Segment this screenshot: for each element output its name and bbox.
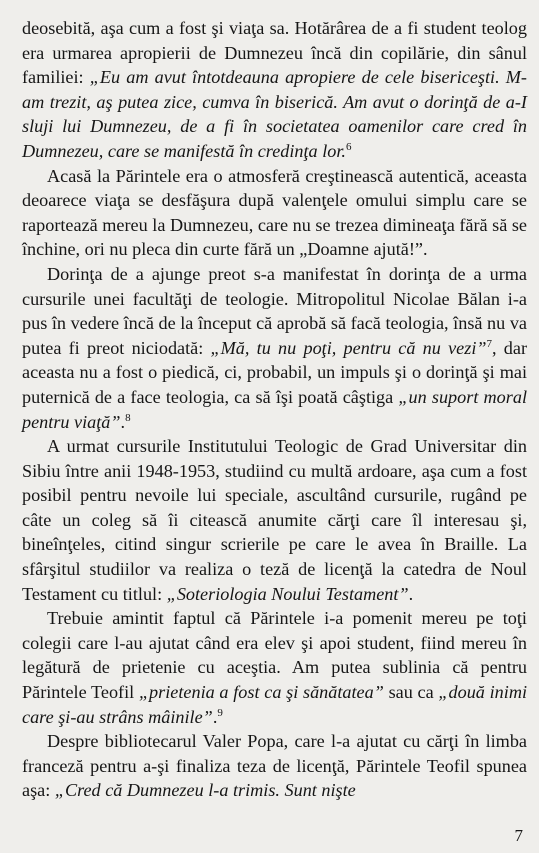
footnote-marker: 8: [125, 411, 131, 424]
paragraph-3: [22, 262, 527, 434]
text-segment: , dar aceasta nu a fost o piedică, ci, probabil, un impuls şi o dorinţă şi mai puternică de a face teologia, ca să îşi poată câştiga: [22, 337, 528, 407]
quoted-text: „prietenia a fost ca şi sănătatea”: [138, 682, 384, 703]
text-segment: .: [408, 583, 414, 604]
body-text: [22, 16, 527, 803]
text-segment: Dorinţa de a ajunge preot s-a manifestat în dorinţa de a urma cursurile unei facultăţi de teologie. Mitropolitul Nicolae Bălan i-a pus în vedere încă de la început că aprobă să facă teologia, însă nu va putea fi preot niciodată:: [22, 263, 527, 358]
quoted-text: „un suport moral pentru viaţă”: [22, 386, 527, 432]
quoted-text: „Soteriologia Noului Testament”: [166, 583, 409, 604]
text-segment: Despre bibliotecarul Valer Popa, care l-a ajutat cu cărţi în limba franceză pentru a-şi finaliza teza de licenţă, Părintele Teofil spunea aşa:: [22, 731, 527, 801]
quoted-text: „Mă, tu nu poţi, pentru că nu vezi”: [210, 337, 487, 358]
footnote-marker: 7: [486, 337, 492, 350]
text-segment: sau ca: [383, 682, 439, 703]
paragraph-6: [22, 729, 527, 803]
paragraph-5: [22, 606, 527, 729]
quoted-text: .: [341, 140, 346, 161]
paragraph-1: [22, 16, 527, 164]
text-segment: .: [120, 411, 126, 432]
paragraph-2: [22, 164, 527, 262]
text-segment: deosebită, aşa cum a fost şi viaţa sa. Hotărârea de a fi student teolog era urmarea apropierii de Dumnezeu încă din copilărie, din sânul familiei:: [22, 18, 527, 88]
footnote-marker: 6: [345, 140, 352, 153]
quoted-text: „două inimi care şi-au strâns mâinile”: [22, 682, 528, 727]
quoted-text: „Cred că Dumnezeu l-a trimis. Sunt nişte: [54, 780, 356, 801]
page-number: 7: [514, 826, 523, 845]
text-segment: .: [212, 706, 218, 727]
text-segment: Trebuie amintit faptul că Părintele i-a pomenit mereu pe toţi colegii care l-au ajutat când era elev şi apoi student, fiind mereu în legătură de prietenie cu aceştia. Am putea sublinia că pentru Părintele Teofil: [22, 608, 527, 703]
paragraph-4: [22, 434, 527, 606]
text-segment: Acasă la Părintele era o atmosferă creştinească autentică, aceasta deoarece viaţa se desfăşura după valenţele omului simplu care se raportează mereu la Dumnezeu, care nu se trezea dimineaţa fără să se închine, ori nu pleca din curte fără un „Doamne ajută!”.: [22, 165, 527, 260]
text-segment: A urmat cursurile Institutului Teologic de Grad Universitar din Sibiu între anii 1948-1953, studiind cu multă ardoare, aşa cum a fost posibil pentru nevoile lui speciale, ascultând cursurile, rugând pe câte un coleg să îi citească anumite cărţi care îl interesau şi, bineînţeles, citind singur scrierile pe care le avea în Braille. La sfârşitul studiilor va realiza o teză de licenţă la catedra de Noul Testament cu titlul:: [22, 436, 527, 604]
quoted-text: „Eu am avut întotdeauna apropiere de cele bisericeşti. M-am trezit, aş putea zice, cumva în biserică. Am avut o dorinţă de a-I sluji lui Dumnezeu, de a fi în societatea oamenilor care cred în Dumnezeu, care se manifestă în credinţa lor: [22, 67, 527, 161]
footnote-marker: 9: [217, 706, 223, 719]
